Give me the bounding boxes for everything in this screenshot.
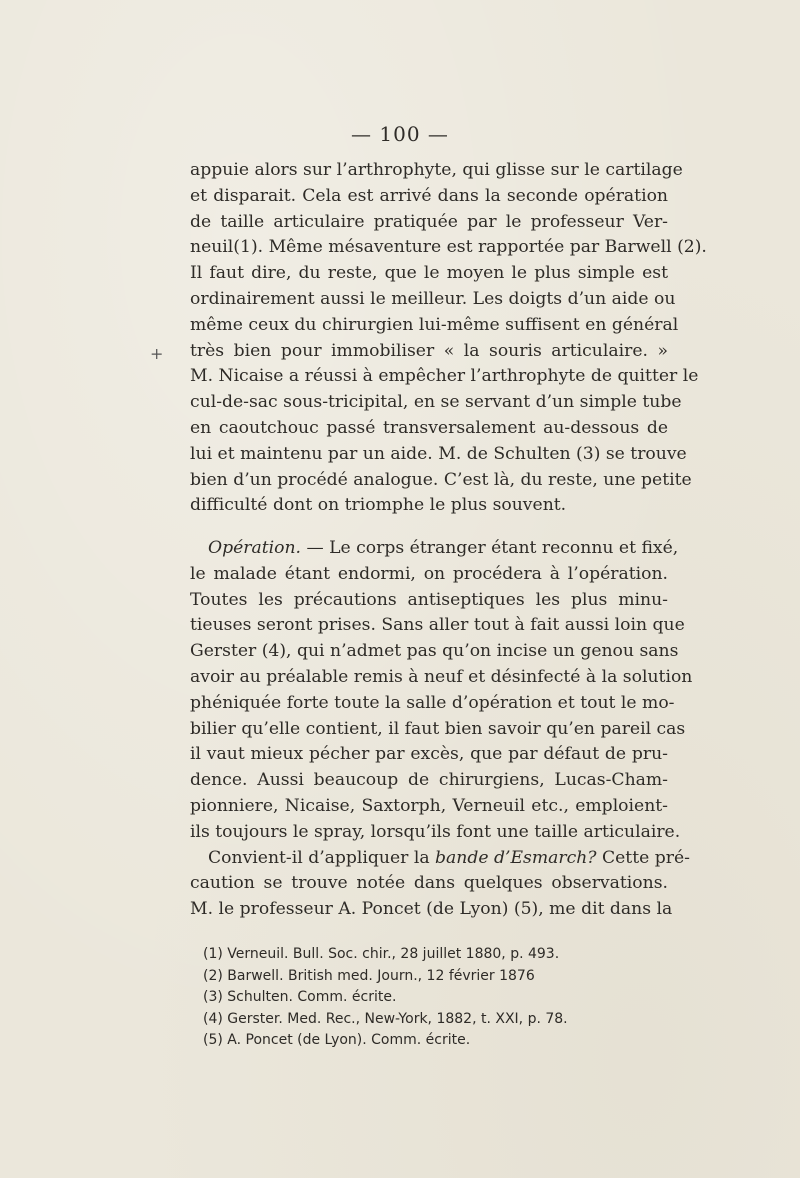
- text-line: en caoutchouc passé transversalement au-dessous de: [190, 417, 668, 438]
- text-line: bien d’un procédé analogue. C’est là, du reste, une petite: [190, 469, 692, 490]
- text-line: appuie alors sur l’arthrophyte, qui glisse sur le cartilage: [190, 160, 683, 180]
- text-line: caution se trouve notée dans quelques observations.: [190, 873, 668, 894]
- text-line: lui et maintenu par un aide. M. de Schulten (3) se trouve: [190, 443, 687, 464]
- text-line: [190, 536, 679, 562]
- footnote: (5) A. Poncet (de Lyon). Comm. écrite.: [203, 1032, 471, 1048]
- text-line: [190, 846, 690, 872]
- paragraph-operation: [190, 536, 693, 923]
- esmarch-term: bande d’Esmarch?: [435, 847, 597, 868]
- text-line: et disparait. Cela est arrivé dans la seconde opération: [190, 185, 668, 206]
- text-line: très bien pour immobiliser « la souris articulaire. »: [190, 340, 668, 361]
- margin-mark: +: [150, 344, 164, 363]
- footnote: (1) Verneuil. Bull. Soc. chir., 28 juillet 1880, p. 493.: [203, 946, 560, 962]
- text-line: le malade étant endormi, on procédera à l’opération.: [190, 563, 668, 584]
- text-line: M. le professeur A. Poncet (de Lyon) (5), me dit dans la: [190, 899, 673, 920]
- text-line: pionniere, Nicaise, Saxtorph, Verneuil etc., emploient-: [190, 795, 668, 816]
- text-line: Gerster (4), qui n’admet pas qu’on incise un genou sans: [190, 641, 679, 662]
- esmarch-question-end: Cette pré-: [596, 847, 690, 868]
- text-line: ils toujours le spray, lorsqu’ils font une taille articulaire.: [190, 821, 681, 842]
- text-line: il vaut mieux pécher par excès, que par défaut de pru-: [190, 744, 668, 765]
- text-line: même ceux du chirurgien lui-même suffisent en général: [190, 314, 679, 335]
- text-line: dence. Aussi beaucoup de chirurgiens, Lucas-Cham-: [190, 770, 668, 791]
- text-line: avoir au préalable remis à neuf et désinfecté à la solution: [190, 666, 693, 687]
- text-line: M. Nicaise a réussi à empêcher l’arthrophyte de quitter le: [190, 366, 699, 387]
- text-line: ordinairement aussi le meilleur. Les doigts d’un aide ou: [190, 288, 676, 309]
- text-line: difficulté dont on triomphe le plus souvent.: [190, 495, 567, 516]
- footnote: (4) Gerster. Med. Rec., New-York, 1882, t. XXI, p. 78.: [203, 1010, 568, 1027]
- page-number: — 100 —: [351, 122, 449, 146]
- text-line: bilier qu’elle contient, il faut bien savoir qu’en pareil cas: [190, 718, 686, 739]
- footnote: (2) Barwell. British med. Journ., 12 février 1876: [203, 967, 535, 984]
- section-heading: Opération.: [208, 538, 302, 558]
- footnotes: [203, 944, 663, 1052]
- esmarch-question-start: Convient-il d’appliquer la: [208, 847, 436, 868]
- text-line: cul-de-sac sous-tricipital, en se servant d’un simple tube: [190, 392, 682, 413]
- text-line: Il faut dire, du reste, que le moyen le plus simple est: [190, 263, 668, 284]
- text-line: Toutes les précautions antiseptiques les plus minu-: [190, 589, 668, 610]
- text-line: tieuses seront prises. Sans aller tout à fait aussi loin que: [190, 615, 685, 636]
- paragraph-arthrophyte: [190, 158, 707, 519]
- text-line: de taille articulaire pratiquée par le professeur Ver-: [190, 211, 668, 232]
- text-line: neuil(1). Même mésaventure est rapportée par Barwell (2).: [190, 237, 707, 258]
- heading-line-rest: — Le corps étranger étant reconnu et fixé,: [301, 538, 679, 558]
- footnote: (3) Schulten. Comm. écrite.: [203, 989, 397, 1005]
- text-line: phéniquée forte toute la salle d’opération et tout le mo-: [190, 692, 675, 713]
